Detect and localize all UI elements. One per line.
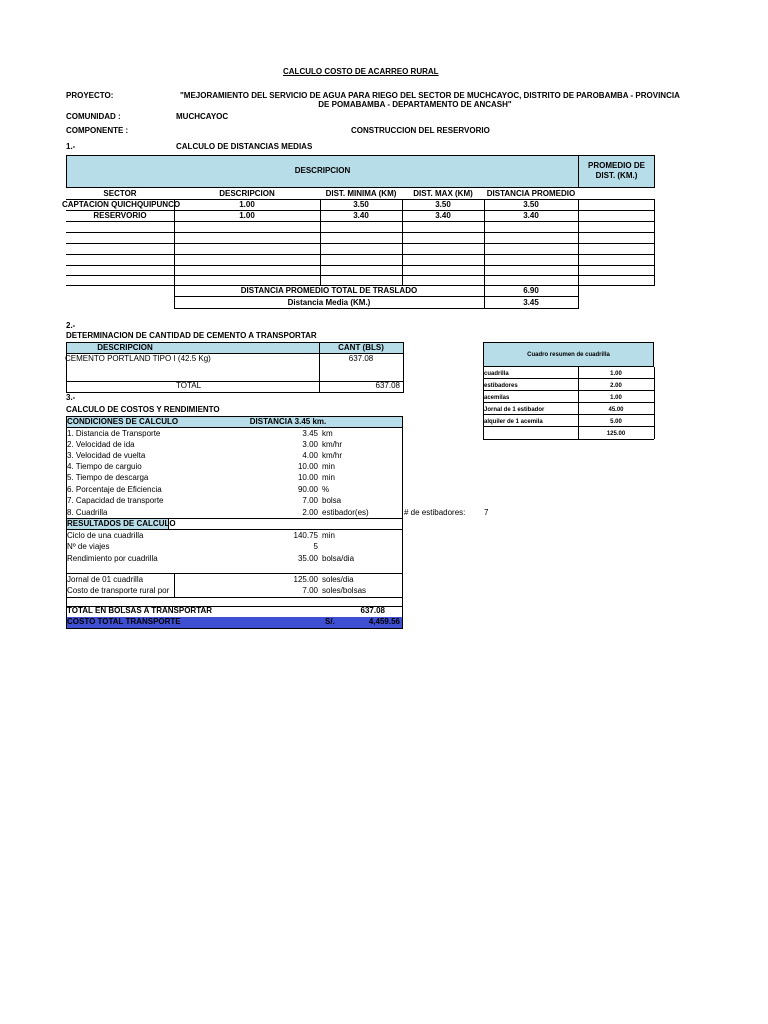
section2-number: 2.- [66, 321, 76, 330]
col-dist-max: DIST. MAX (KM) [413, 189, 473, 198]
result-value: 140.75 [293, 531, 318, 540]
resultados-header: RESULTADOS DE CALCULO [67, 519, 176, 528]
resumen-label: Jornal de 1 estibador [484, 407, 545, 413]
result-unit: bolsa/dia [322, 554, 355, 563]
promedio-header-text: PROMEDIO DE DIST. (KM.) [588, 161, 645, 180]
cement-col-descripcion: DESCRIPCION [97, 343, 153, 352]
cement-total-value: 637.08 [375, 381, 400, 390]
costo-total-label: COSTO TOTAL TRANSPORTE [67, 617, 181, 626]
section1-number: 1.- [66, 142, 76, 151]
result-label: Rendimiento por cuadrilla [67, 554, 158, 563]
resumen-title: Cuadro resumen de cuadrilla [527, 352, 610, 358]
total-bolsas-label: TOTAL EN BOLSAS A TRANSPORTAR [67, 606, 213, 615]
condition-value: 2.00 [302, 508, 318, 517]
distancia-media-label: Distancia Media (KM.) [287, 298, 371, 307]
result-unit: soles/dia [322, 575, 354, 584]
row-max: 3.40 [435, 211, 451, 220]
col-dist-min: DIST. MINIMA (KM) [325, 189, 397, 198]
total-bolsas-value: 637.08 [360, 606, 385, 615]
total-traslado-value: 6.90 [523, 286, 539, 295]
condition-label: 3. Velocidad de vuelta [67, 451, 146, 460]
resumen-label: alquiler de 1 acemila [484, 419, 543, 425]
row-min: 3.50 [353, 200, 369, 209]
resumen-value: 45.00 [608, 407, 624, 413]
result-value: 35.00 [297, 554, 318, 563]
row-sector: CAPTACION QUICHQUIPUNCO [62, 200, 181, 209]
resumen-total: 125.00 [606, 431, 626, 437]
result-value: 7.00 [302, 586, 318, 595]
comunidad-value: MUCHCAYOC [176, 112, 229, 121]
resumen-value: 2.00 [610, 383, 622, 389]
condition-unit: % [322, 485, 330, 494]
result-value: 5 [313, 542, 318, 551]
cement-item-label: CEMENTO PORTLAND TIPO I (42.5 Kg) [65, 354, 211, 363]
result-label: Jornal de 01 cuadrilla [67, 575, 144, 584]
costo-total-value: 4,459.56 [368, 617, 400, 626]
proyecto-label: PROYECTO: [66, 91, 114, 100]
section1-title: CALCULO DE DISTANCIAS MEDIAS [176, 142, 313, 151]
condition-label: 4. Tiempo de carguio [67, 462, 142, 471]
descripcion-header: DESCRIPCION [294, 166, 351, 175]
resumen-value: 1.00 [610, 371, 622, 377]
result-label: Costo de transporte rural por [67, 586, 170, 595]
condition-value: 3.00 [302, 440, 318, 449]
row-descripcion: 1.00 [239, 211, 255, 220]
condition-unit: min [322, 462, 335, 471]
proyecto-line-1: "MEJORAMIENTO DEL SERVICIO DE AGUA PARA RIEGO DEL SECTOR DE MUCHCAYOC, DISTRITO DE PAROBAMBA - PROVINCIA [180, 91, 680, 100]
result-label: Ciclo de una cuadrilla [67, 531, 144, 540]
resumen-label: estibadores [484, 383, 518, 389]
section3-title: CALCULO DE COSTOS Y RENDIMIENTO [66, 405, 220, 414]
result-label: Nº de viajes [67, 542, 110, 551]
resumen-value: 5.00 [610, 419, 622, 425]
condition-unit: km/hr [322, 440, 342, 449]
condition-label: 5. Tiempo de descarga [67, 473, 149, 482]
result-value: 125.00 [293, 575, 318, 584]
distancia-header: DISTANCIA 3.45 km. [249, 417, 327, 426]
proyecto-line-2: DE POMABAMBA - DEPARTAMENTO DE ANCASH" [318, 100, 512, 109]
condition-value: 4.00 [302, 451, 318, 460]
col-dist-prom: DISTANCIA PROMEDIO [486, 189, 576, 198]
condition-unit: bolsa [322, 496, 342, 505]
distancia-media-value: 3.45 [523, 298, 539, 307]
resumen-label: cuadrilla [484, 371, 509, 377]
total-traslado-label: DISTANCIA PROMEDIO TOTAL DE TRASLADO [240, 286, 418, 295]
condition-value: 10.00 [297, 473, 318, 482]
condition-label: 8. Cuadrilla [67, 508, 108, 517]
section3-number: 3.- [66, 393, 76, 402]
condition-unit: estibador(es) [322, 508, 369, 517]
page-title: CALCULO COSTO DE ACARREO RURAL [283, 67, 439, 76]
condition-unit: km [322, 429, 333, 438]
condition-label: 2. Velocidad de ida [67, 440, 135, 449]
col-sector: SECTOR [103, 189, 137, 198]
comunidad-label: COMUNIDAD : [66, 112, 121, 121]
condition-unit: min [322, 473, 335, 482]
col-descripcion: DESCRIPCION [219, 189, 275, 198]
cement-item-value: 637.08 [348, 354, 374, 363]
resumen-label: acemilas [484, 395, 510, 401]
result-unit: min [322, 531, 335, 540]
condition-label: 7. Capacidad de transporte [67, 496, 164, 505]
row-prom: 3.40 [523, 211, 539, 220]
condition-unit: km/hr [322, 451, 342, 460]
condition-value: 7.00 [302, 496, 318, 505]
row-descripcion: 1.00 [239, 200, 255, 209]
condition-value: 3.45 [302, 429, 318, 438]
row-min: 3.40 [353, 211, 369, 220]
condition-value: 10.00 [297, 462, 318, 471]
condition-label: 6. Porcentaje de Eficiencia [67, 485, 162, 494]
row-max: 3.50 [435, 200, 451, 209]
condiciones-header: CONDICIONES DE CALCULO [67, 417, 179, 426]
row-sector: RESERVORIO [93, 211, 147, 220]
condition-value: 90.00 [297, 485, 318, 494]
estibadores-value: 7 [484, 508, 489, 517]
costo-currency: S/. [325, 617, 335, 626]
estibadores-label: # de estibadores: [404, 508, 466, 517]
resumen-value: 1.00 [610, 395, 622, 401]
condition-label: 1. Distancia de Transporte [67, 429, 161, 438]
componente-label: COMPONENTE : [66, 126, 129, 135]
cement-col-cant: CANT (BLS) [338, 343, 384, 352]
row-prom: 3.50 [523, 200, 539, 209]
result-unit: soles/bolsas [322, 586, 367, 595]
componente-value: CONSTRUCCION DEL RESERVORIO [351, 126, 490, 135]
section2-title: DETERMINACION DE CANTIDAD DE CEMENTO A TRANSPORTAR [66, 331, 317, 340]
cement-total-label: TOTAL [176, 381, 202, 390]
